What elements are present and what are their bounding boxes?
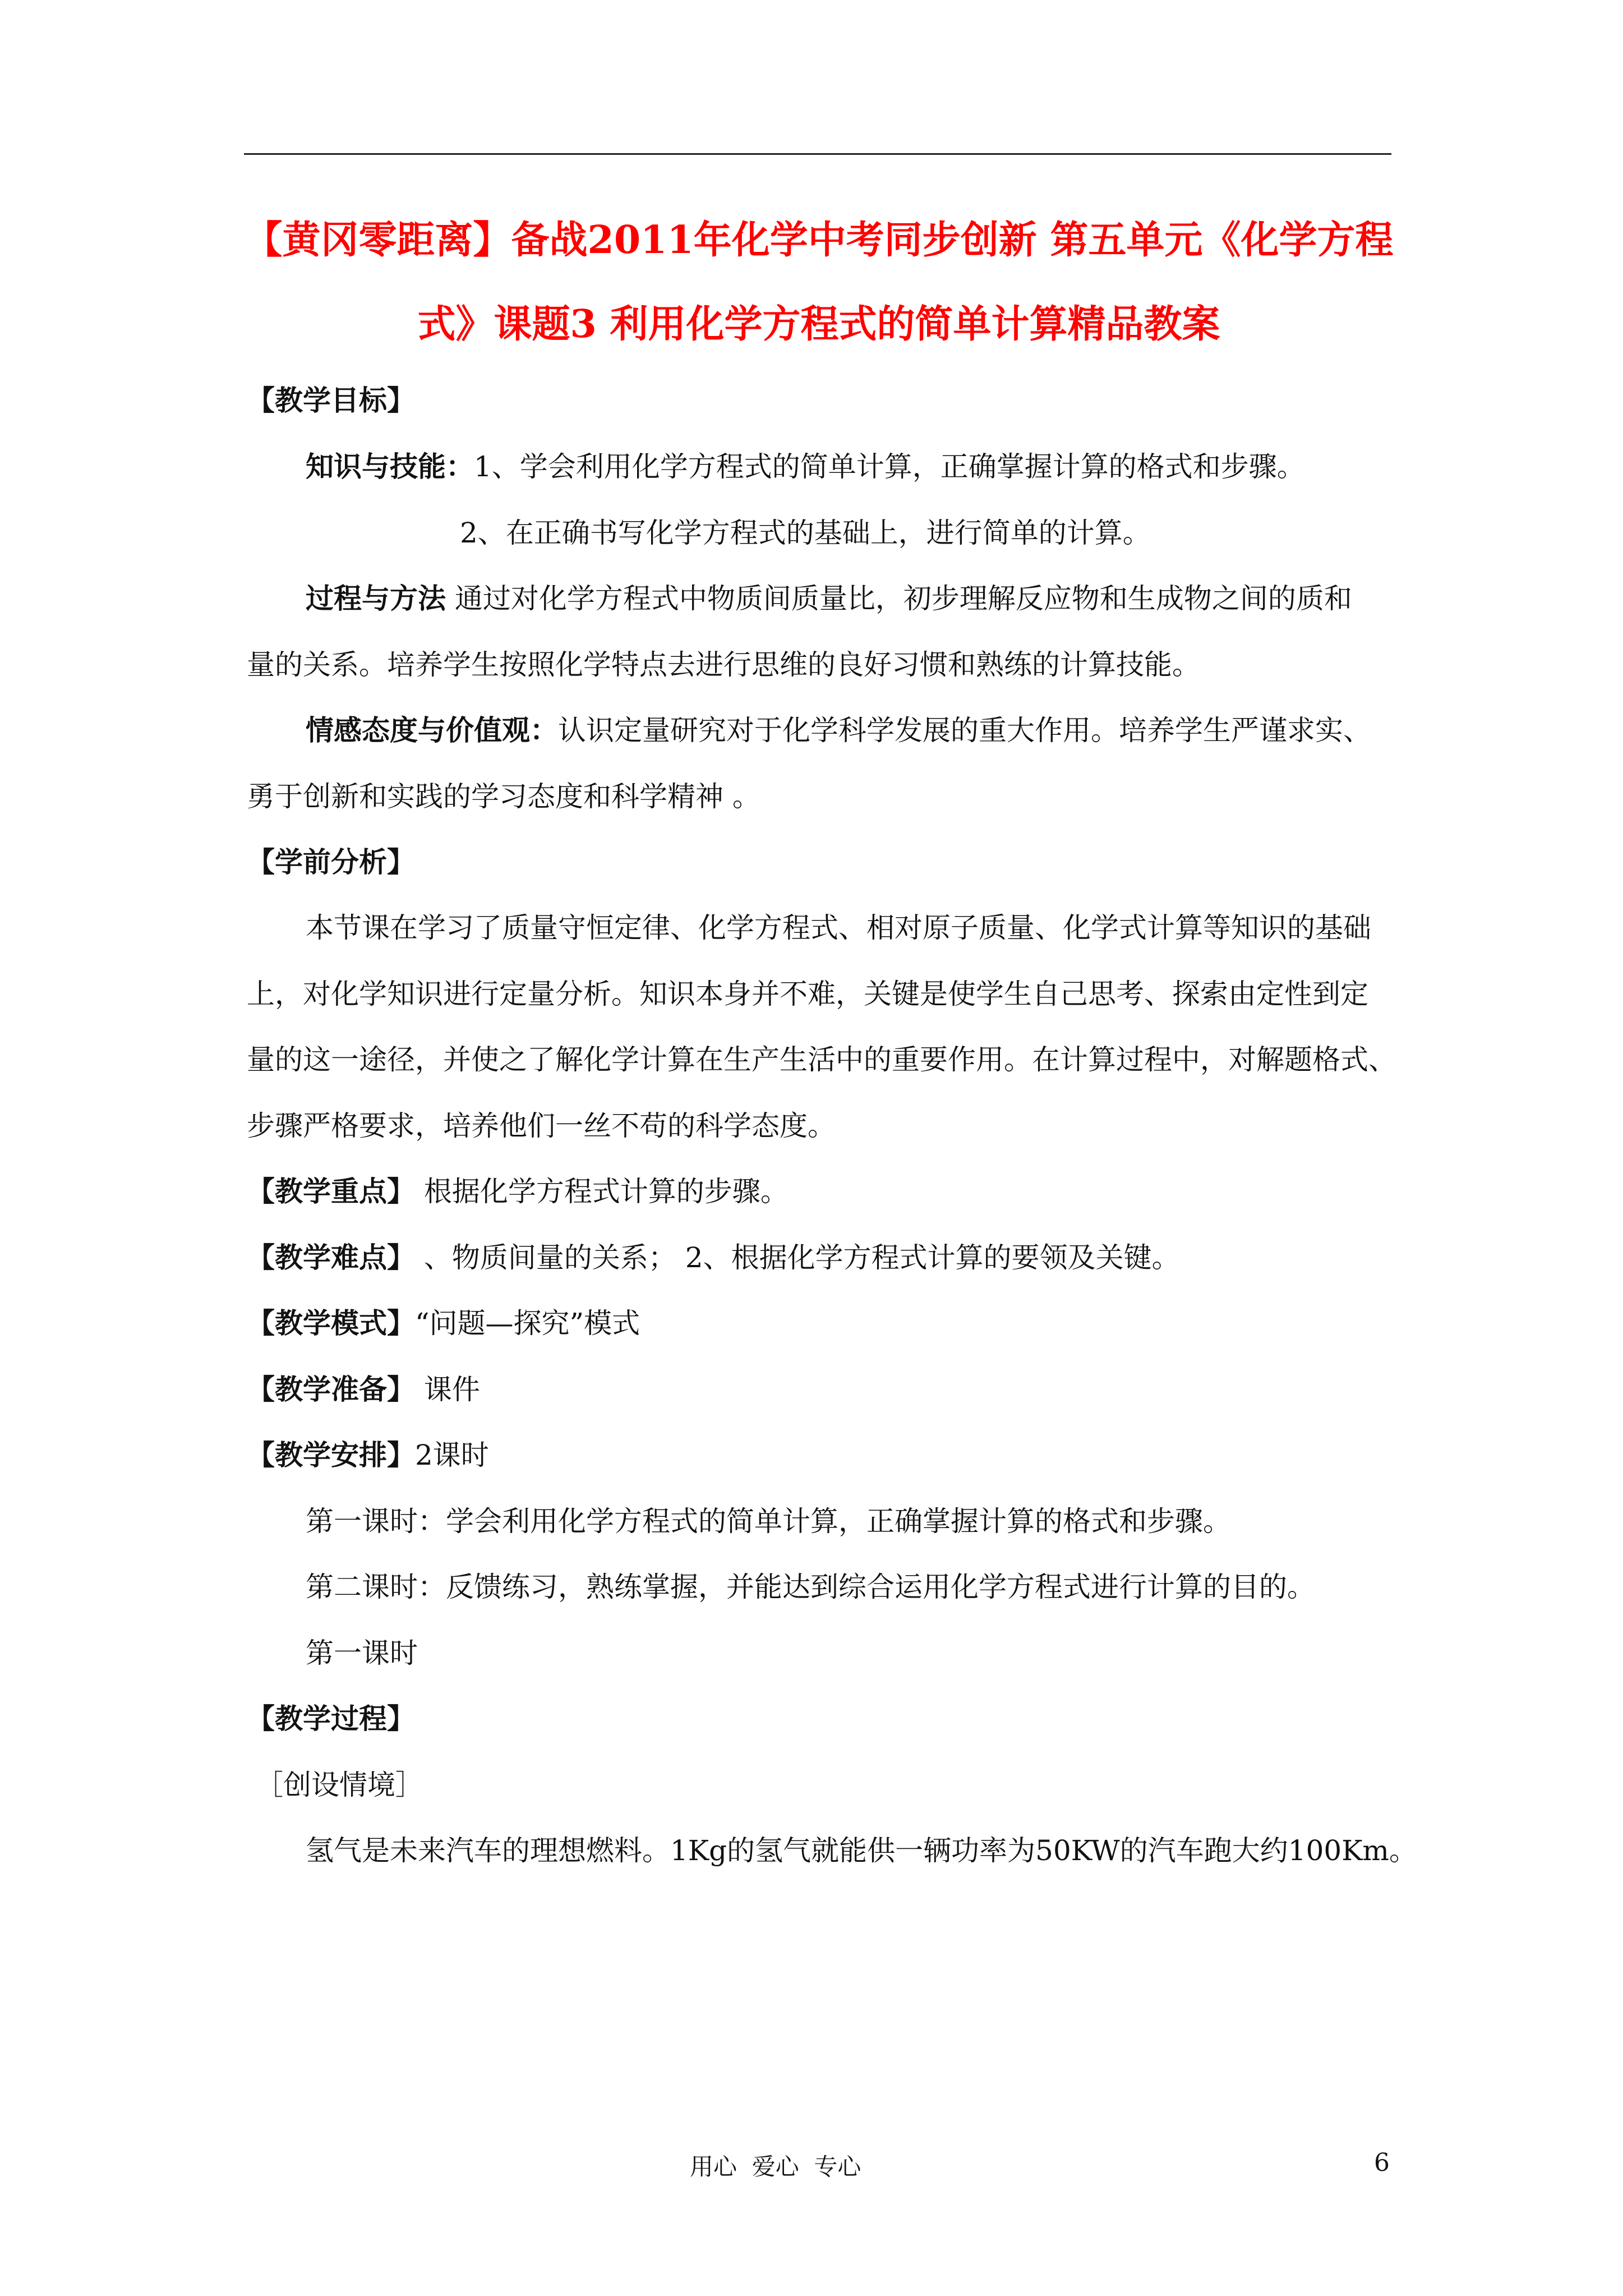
goals-heading: 【教学目标】	[247, 384, 415, 417]
analysis-text-1: 本节课在学习了质量守恒定律、化学方程式、相对原子质量、化学式计算等知识的基础	[306, 912, 1371, 944]
document-title-line-1: 【黄冈零距离】备战2011年化学中考同步创新 第五单元《化学方程	[244, 218, 1394, 263]
page-number: 6	[1374, 2148, 1390, 2177]
process-paragraph	[306, 581, 1352, 616]
scenario-label: ［创设情境］	[255, 1769, 423, 1801]
header-rule	[244, 153, 1391, 155]
emotion-text-2: 勇于创新和实践的学习态度和科学精神 。	[247, 780, 760, 813]
key-point-line	[247, 1174, 789, 1209]
knowledge-item-2: 2、在正确书写化学方程式的基础上，进行简单的计算。	[460, 517, 1151, 549]
arrange-text: 2课时	[415, 1439, 489, 1471]
emotion-label: 情感态度与价值观：	[306, 714, 558, 747]
key-text: 根据化学方程式计算的步骤。	[415, 1175, 789, 1208]
emotion-text-1: 认识定量研究对于化学科学发展的重大作用。培养学生严谨求实、	[558, 714, 1371, 747]
lesson-1-short: 第一课时	[306, 1637, 418, 1669]
prep-line	[247, 1372, 480, 1407]
analysis-text-4: 步骤严格要求，培养他们一丝不苟的科学态度。	[247, 1110, 836, 1142]
mode-heading: 【教学模式】	[247, 1306, 415, 1340]
footer-motto: 用心 爱心 专心	[690, 2153, 861, 2180]
mode-text: “问题—探究”模式	[415, 1307, 640, 1340]
difficulty-text: 、物质间量的关系； 2、根据化学方程式计算的要领及关键。	[415, 1241, 1180, 1274]
arrange-heading: 【教学安排】	[247, 1438, 415, 1471]
lesson-1-text: 第一课时：学会利用化学方程式的简单计算，正确掌握计算的格式和步骤。	[306, 1505, 1231, 1538]
key-heading: 【教学重点】	[247, 1175, 415, 1208]
scenario-text: 氢气是未来汽车的理想燃料。1Kg的氢气就能供一辆功率为50KW的汽车跑大约100Km。	[306, 1834, 1417, 1867]
knowledge-label: 知识与技能：	[306, 450, 474, 483]
analysis-text-2: 上，对化学知识进行定量分析。知识本身并不难，关键是使学生自己思考、探索由定性到定	[247, 978, 1368, 1010]
document-title-line-2: 式》课题3 利用化学方程式的简单计算精品教案	[417, 302, 1220, 347]
prep-text: 课件	[415, 1373, 480, 1406]
prep-heading: 【教学准备】	[247, 1373, 415, 1406]
process-heading: 【教学过程】	[247, 1702, 415, 1735]
lesson-2-text: 第二课时：反馈练习，熟练掌握，并能达到综合运用化学方程式进行计算的目的。	[306, 1571, 1315, 1603]
process-text-1: 通过对化学方程式中物质间质量比，初步理解反应物和生成物之间的质和	[454, 582, 1352, 615]
process-label: 过程与方法	[306, 582, 446, 615]
process-text-2: 量的关系。培养学生按照化学特点去进行思维的良好习惯和熟练的计算技能。	[247, 648, 1200, 681]
knowledge-paragraph	[306, 449, 1305, 485]
arrange-line	[247, 1437, 489, 1473]
knowledge-item-1: 1、学会利用化学方程式的简单计算，正确掌握计算的格式和步骤。	[474, 450, 1305, 483]
emotion-paragraph	[306, 712, 1371, 748]
analysis-text-3: 量的这一途径，并使之了解化学计算在生产生活中的重要作用。在计算过程中，对解题格式、	[247, 1043, 1396, 1076]
analysis-heading: 【学前分析】	[247, 845, 415, 878]
difficulty-line	[247, 1240, 1180, 1276]
difficulty-heading: 【教学难点】	[247, 1241, 415, 1274]
mode-line	[247, 1305, 640, 1341]
